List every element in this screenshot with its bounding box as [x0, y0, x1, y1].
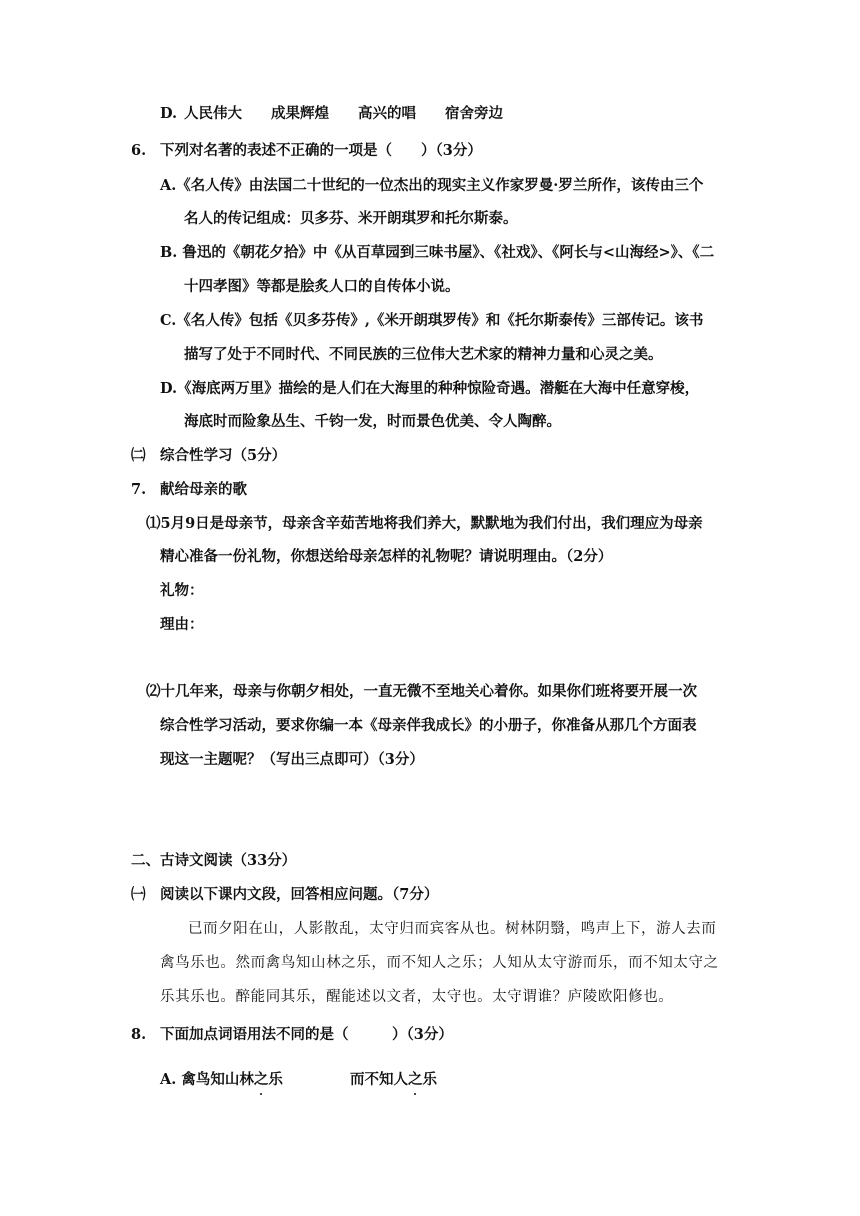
option-label: A. — [160, 1071, 177, 1088]
q7-part1-line2: 精心准备一份礼物，你想送给母亲怎样的礼物呢？请说明理由。（2分） — [160, 548, 613, 565]
section-mark: ㈡ — [131, 447, 146, 464]
subsection-mark: ㈠ — [131, 886, 146, 903]
passage-line3: 乐其乐也。醉能同其乐，醒能述以文者，太守也。太守谓谁？庐陵欧阳修也。 — [160, 989, 674, 1005]
q7-part2-line3: 现这一主题呢？（写出三点即可）（3分） — [160, 751, 424, 768]
option-item: 成果辉煌 — [271, 105, 329, 122]
option-item: 宿舍旁边 — [445, 105, 503, 122]
part-title: 二、古诗文阅读（33分） — [131, 852, 297, 869]
passage-line2: 禽鸟乐也。然而禽鸟知山林之乐，而不知人之乐；人知从太守游而乐，而不知太守之 — [160, 955, 719, 971]
q6-option-b-line1: B. 鲁迅的《朝花夕拾》中《从百草园到三味书屋》、《社戏》、《阿长与<山海经>》、《二 — [160, 244, 715, 261]
q7-part2-line2: 综合性学习活动，要求你编一本《母亲伴我成长》的小册子，你准备从那几个方面表 — [160, 717, 697, 734]
q6-option-c-line2: 描写了处于不同时代、不同民族的三位伟大艺术家的精神力量和心灵之美。 — [184, 346, 663, 363]
question-title: 献给母亲的歌 — [160, 481, 247, 498]
q6-option-a-line1: A.《名人传》由法国二十世纪的一位杰出的现实主义作家罗曼·罗兰所作，该传由三个 — [160, 177, 704, 194]
subsection-title: 阅读以下课内文段，回答相应问题。（7分） — [160, 886, 439, 903]
q6-option-d-line2: 海底时而险象丛生、千钧一发，时而景色优美、令人陶醉。 — [184, 413, 561, 430]
q8-option-a — [160, 1070, 283, 1090]
reason-label: 理由： — [160, 616, 204, 633]
question-number: 7. — [131, 481, 147, 498]
question-number: 8. — [131, 1026, 147, 1043]
q6-option-a-line2: 名人的传记组成：贝多芬、米开朗琪罗和托尔斯泰。 — [184, 210, 518, 227]
dotted-word: 之 — [253, 1071, 269, 1088]
section-title: 综合性学习（5分） — [160, 447, 287, 464]
q5-option-d — [160, 104, 503, 124]
q7-part2-line1: ⑵十几年来，母亲与你朝夕相处，一直无微不至地关心着你。如果你们班将要开展一次 — [146, 683, 697, 700]
option-text-right: 而不知人之乐 — [350, 1071, 437, 1088]
question-stem: 下列对名著的表述不正确的一项是（ ）（3分） — [160, 142, 482, 159]
option-label: D. — [160, 105, 178, 122]
passage-line1: 已而夕阳在山，人影散乱，太守归而宾客从也。树林阴翳，鸣声上下，游人去而 — [188, 921, 717, 937]
question-number: 6. — [131, 142, 147, 159]
q6-option-b-line2: 十四孝图》等都是脍炙人口的自传体小说。 — [184, 278, 460, 295]
option-text-left: 禽鸟知山林之乐 — [181, 1071, 283, 1088]
q6-option-d-line1: D.《海底两万里》描绘的是人们在大海里的种种惊险奇遇。潜艇在大海中任意穿梭， — [160, 380, 700, 397]
question-stem: 下面加点词语用法不同的是（ ）（3分） — [160, 1026, 453, 1043]
option-item: 高兴的唱 — [358, 105, 416, 122]
q6-option-c-line1: C.《名人传》包括《贝多芬传》,《米开朗琪罗传》和《托尔斯泰传》三部传记。该书 — [160, 312, 704, 329]
q8-option-a-right — [350, 1070, 437, 1090]
gift-label: 礼物： — [160, 582, 204, 599]
dotted-word: 之 — [408, 1071, 423, 1088]
q7-part1-line1: ⑴5月9日是母亲节，母亲含辛茹苦地将我们养大，默默地为我们付出，我们理应为母亲 — [146, 515, 703, 532]
option-item: 人民伟大 — [184, 105, 242, 122]
